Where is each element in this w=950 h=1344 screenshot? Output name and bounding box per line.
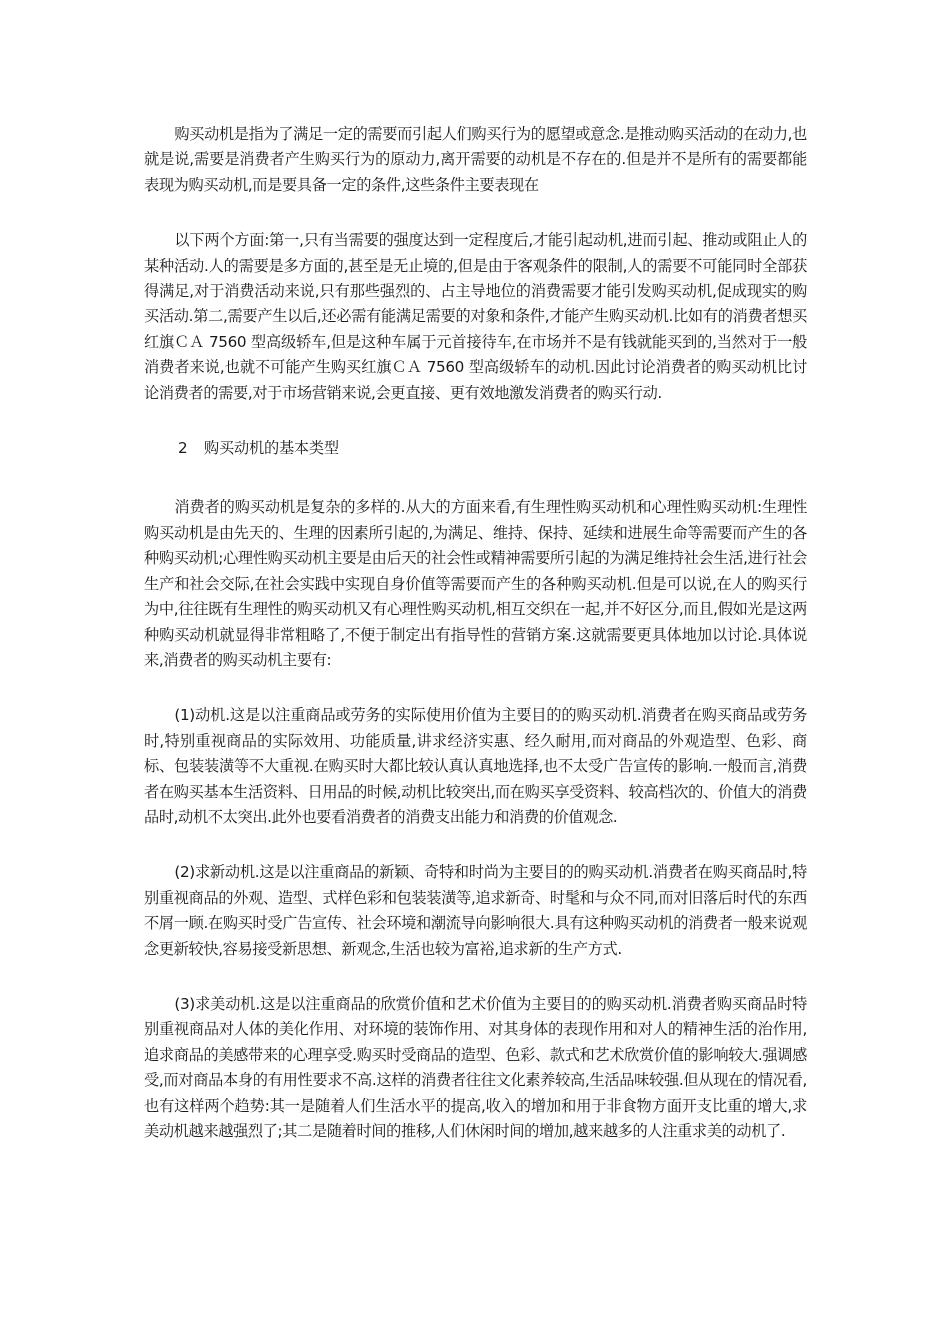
paragraph-motive-categories: 消费者的购买动机是复杂的多样的.从大的方面来看,有生理性购买动机和心理性购买动机:生理性购买动机是由先天的、生理的因素所引起的,为满足、维持、保持、延续和进展生命等需要而产生的各种购买动机;心理性购买动机主要是由后天的社会性或精神需要所引起的为满足维持社会生活,进行社会生产和社会交际,在社会实践中实现自身价值等需要而产生的各种购买动机.但是可以说,在人的购买行为中,往往既有生理性的购买动机又有心理性购买动机,相互交织在一起,并不好区分,而且,假如光是这两种购买动机就显得非常粗略了,不便于制定出有指导性的营销方案.这就需要更具体地加以讨论.具体说来,消费者的购买动机主要有: (144, 498, 807, 669)
paragraph-practical-motive: (1)动机.这是以注重商品或劳务的实际使用价值为主要目的的购买动机.消费者在购买商品或劳务时,特别重视商品的实际效用、功能质量,讲求经济实惠、经久耐用,而对商品的外观造型、色彩、商标、包装装潢等不大重视.在购买时大都比较认真认真地选择,也不太受广告宣传的影响.一般而言,消费者在购买基本生活资料、日用品的时候,动机比较突出,而在购买享受资料、较高档次的、价值大的消费品时,动机不太突出.此外也要看消费者的消费支出能力和消费的价值观念. (144, 706, 807, 826)
section-heading (144, 436, 807, 461)
paragraph-purchase-motive-definition: 购买动机是指为了满足一定的需要而引起人们购买行为的愿望或意念.是推动购买活动的在动力,也就是说,需要是消费者产生购买行为的原动力,离开需要的动机是不存在的.但是并不是所有的需要都能表现为购买动机,而是要具备一定的条件,这些条件主要表现在 (144, 125, 807, 194)
paragraph-beauty-motive: (3)求美动机.这是以注重商品的欣赏价值和艺术价值为主要目的的购买动机.消费者购买商品时特别重视商品对人体的美化作用、对环境的装饰作用、对其身体的表现作用和对人的精神生活的治作用,追求商品的美感带来的心理享受.购买时受商品的造型、色彩、款式和艺术欣赏价值的影响较大.强调感受,而对商品本身的有用性要求不高.这样的消费者往往文化素养较高,生活品味较强.但从现在的情况看,也有这样两个趋势:其一是随着人们生活水平的提高,收入的增加和用于非食物方面开支比重的增大,求美动机越来越强烈了;其二是随着时间的推移,人们休闲时间的增加,越来越多的人注重求美的动机了. (144, 994, 807, 1140)
paragraph-two-aspects: 以下两个方面:第一,只有当需要的强度达到一定程度后,才能引起动机,进而引起、推动或阻止人的某种活动.人的需要是多方面的,甚至是无止境的,但是由于客观条件的限制,人的需要不可能同时全部获得满足,对于消费活动来说,只有那些强烈的、占主导地位的消费需要才能引发购买动机,促成现实的购买活动.第二,需要产生以后,还必需有能满足需要的对象和条件,才能产生购买动机.比如有的消费者想买红旗ＣＡ 7560 型高级轿车,但是这种车属于元首接待车,在市场并不是有钱就能买到的,当然对于一般消费者来说,也就不可能产生购买红旗ＣＡ 7560 型高级轿车的动机.因此讨论消费者的购买动机比讨论消费者的需要,对于市场营销来说,会更直接、更有效地激发消费者的购买行动. (144, 231, 807, 402)
document-body (144, 122, 807, 1174)
section-title: 购买动机的基本类型 (204, 439, 339, 458)
paragraph-novelty-motive: (2)求新动机.这是以注重商品的新颖、奇特和时尚为主要目的的购买动机.消费者在购买商品时,特别重视商品的外观、造型、式样色彩和包装装潢等,追求新奇、时髦和与众不同,而对旧落后时代的东西不屑一顾.在购买时受广告宣传、社会环境和潮流导向影响很大.具有这种购买动机的消费者一般来说观念更新较快,容易接受新思想、新观念,生活也较为富裕,追求新的生产方式. (144, 863, 807, 958)
section-number: 2 (178, 439, 188, 458)
